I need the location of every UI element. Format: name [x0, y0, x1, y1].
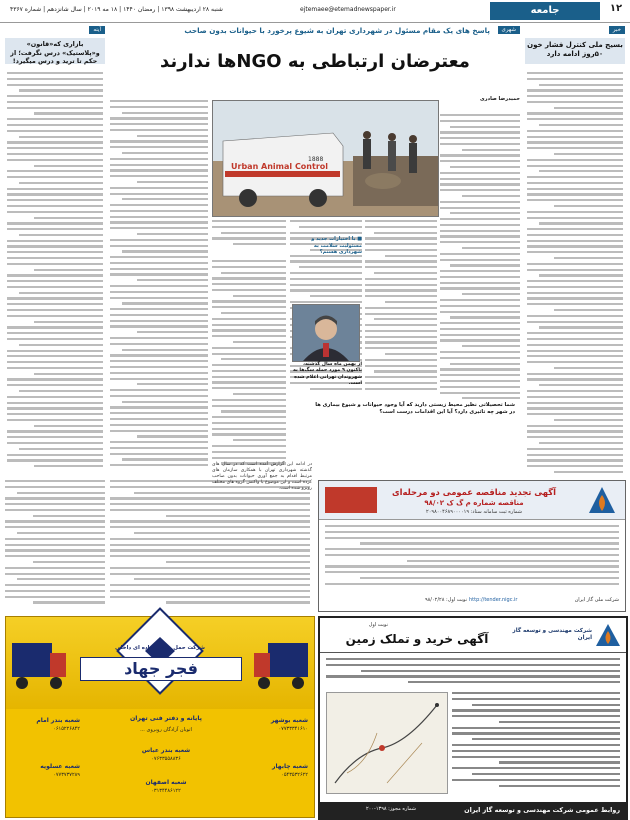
purchase-kicker: نوبت اول	[368, 622, 388, 628]
tender-org: شرکت ملی گاز ایران	[574, 597, 619, 603]
route-map	[326, 692, 448, 794]
email-address[interactable]: ejtemaee@etemadnewspaper.ir	[300, 6, 396, 13]
main-body-col-2	[365, 220, 437, 398]
branch-name: شعبه بندر امام	[36, 717, 80, 724]
purchase-org: شرکت مهندسی و توسعه گاز ایران	[512, 628, 592, 641]
body-sample-text: در ادامه این گزارش آمده است که در سال های گذشته شهرداری تهران با همکاری سازمان های مرتبط اقدام به جمع آوری حیوانات بدون صاحب کرده است و این موضوع با واکنش گروه های مختلف روبرو شده است.	[212, 462, 312, 492]
tender-ad-header	[319, 481, 625, 520]
right-column	[525, 26, 625, 476]
truck-icon-2	[252, 623, 310, 699]
purchase-footer-bar	[320, 802, 626, 818]
purchase-code: شماره مجوز: ۱۳۹۸-۲۰۰	[365, 806, 416, 812]
main-photo	[212, 100, 439, 217]
main-kicker: پاسخ های یک مقام مسئول در شهرداری تهران به شیوع پرخورد با حیوانات بدون صاحب	[184, 26, 490, 35]
main-story-header	[110, 26, 520, 92]
branch-item	[14, 763, 80, 803]
page-header	[0, 0, 630, 23]
right-body-text	[527, 72, 623, 472]
branch-phone[interactable]: ۰۶۱۵۲۲۶۸۴۲	[53, 726, 80, 732]
byline: حمیدرضا صادری	[480, 96, 520, 102]
branch-name: شعبه عسلویه	[40, 763, 80, 770]
portrait-photo	[292, 304, 360, 362]
main-callout: شما تحصیلاتی نظیر محیط زیستی دارید که آیا وجود حیوانات و شیوع بیماری ها در شهر چه تاثیری دارد؟ آیا این اقدامات درست است؟	[315, 402, 515, 415]
terminal-address: اتوبان آزادگان روبروی ...	[140, 727, 192, 733]
date-line: شنبه ۲۸ اردیبهشت ۱۳۹۸ | رمضان ۱۴۴۰ | ۱۸ مه ۲۰۱۹ | سال شانزدهم | شماره ۴۳۶۷	[10, 6, 223, 13]
tender-ad	[318, 480, 626, 612]
branch-phone[interactable]: ۰۷۷۳۳۳۴۱۶۱۰	[278, 726, 308, 732]
transport-ad	[5, 616, 315, 818]
branch-item	[106, 779, 226, 803]
left-headline: بازاری که«قانون» و«پلاستیک» درس نگرفت؛ از حکم تا ترید و درس میگیرد!	[10, 40, 100, 65]
purchase-title: آگهی خرید و تملک زمین	[345, 632, 489, 646]
left-column-tag: آینه	[89, 26, 105, 34]
truck-icon	[10, 623, 68, 699]
tender-subtitle: مناقصه شماره م گ ک ۹۸/۰۲	[424, 499, 524, 507]
purchase-ad	[318, 616, 628, 820]
branch-phone[interactable]: ۰۵۴۳۵۳۲۶۲۲	[281, 772, 308, 778]
branch-item	[106, 747, 226, 771]
right-column-tag: خبر	[609, 26, 625, 34]
tender-body-text	[325, 525, 619, 593]
tender-url[interactable]: http://tender.nigc.ir	[469, 597, 518, 603]
branch-phone[interactable]: ۰۷۶۳۳۵۵۸۸۳۶	[151, 756, 181, 762]
left-body-lower	[5, 480, 105, 610]
terminal-title: پایانه و دفتر فنی تهران	[130, 715, 202, 722]
section-title: جامعه	[490, 2, 600, 20]
transport-ad-header	[6, 617, 314, 709]
purchase-ad-header	[320, 618, 626, 653]
tender-title: آگهی تجدید مناقصه عمومی دو مرحله‌ای	[391, 487, 557, 497]
purchase-body-top	[326, 658, 620, 688]
van-number-text: 1888	[308, 156, 324, 163]
subhead-1: ■ با اختیارات جدید و مسئولیت سلامت به شهرداری هستم؟	[311, 236, 362, 255]
branch-phone[interactable]: ۰۷۷۳۷۳۷۲۸۹	[53, 772, 80, 778]
main-body-col-5	[110, 100, 208, 475]
branch-name: شعبه بندر عباس	[141, 747, 191, 754]
main-headline: معترضان ارتباطی به NGOها ندارند	[160, 51, 470, 72]
tender-ref: شماره ثبت سامانه ستاد: ۲۰۹۸۰۰۴۶۸۹۰۰۰۰۱۹	[426, 509, 522, 515]
page-number: ۱۲	[609, 3, 623, 14]
branch-name: شعبه اصفهان	[145, 779, 187, 786]
left-body-text	[7, 72, 103, 472]
branch-item	[14, 717, 80, 757]
left-column	[5, 26, 105, 476]
branch-phone[interactable]: ۰۳۱۳۴۴۸۶۱۲۲	[151, 788, 181, 794]
branch-name: شعبه چابهار	[272, 763, 308, 770]
tender-badge	[325, 487, 377, 513]
van-label-text: Urban Animal Control	[231, 162, 329, 171]
branch-item	[242, 763, 308, 803]
branch-item	[242, 717, 308, 757]
tender-first-notice: نوبت اول: ۹۸/۰۲/۲۸	[424, 597, 467, 603]
portrait-caption: از بهمن ماه سال گذشته، تاکنون ۹ مورد حمله سگ‌ها به شهروندان تهرانی اعلام شده است.	[293, 362, 362, 387]
nigc-logo-icon-2	[594, 622, 622, 648]
main-body-lower	[110, 480, 310, 610]
purchase-body-text	[452, 692, 620, 792]
main-story-tag: شهری	[498, 26, 520, 34]
right-headline: بسیج ملی کنترل فشار خون ۵۰روز ادامه دارد	[527, 41, 623, 58]
nigc-logo-icon	[585, 485, 619, 515]
main-body-col-4a	[212, 220, 286, 255]
left-headline-box	[5, 38, 105, 64]
branch-name: شعبه بوشهر	[270, 717, 308, 724]
purchase-footer: روابط عمومی شرکت مهندسی و توسعه گاز ایران	[464, 806, 620, 814]
main-body-col-4b	[212, 260, 286, 475]
transport-brand: فجر جهاد	[80, 657, 242, 681]
transport-kicker: شرکت حمل و نقل جاده ای داخلی	[115, 645, 205, 651]
right-headline-box	[525, 38, 625, 64]
